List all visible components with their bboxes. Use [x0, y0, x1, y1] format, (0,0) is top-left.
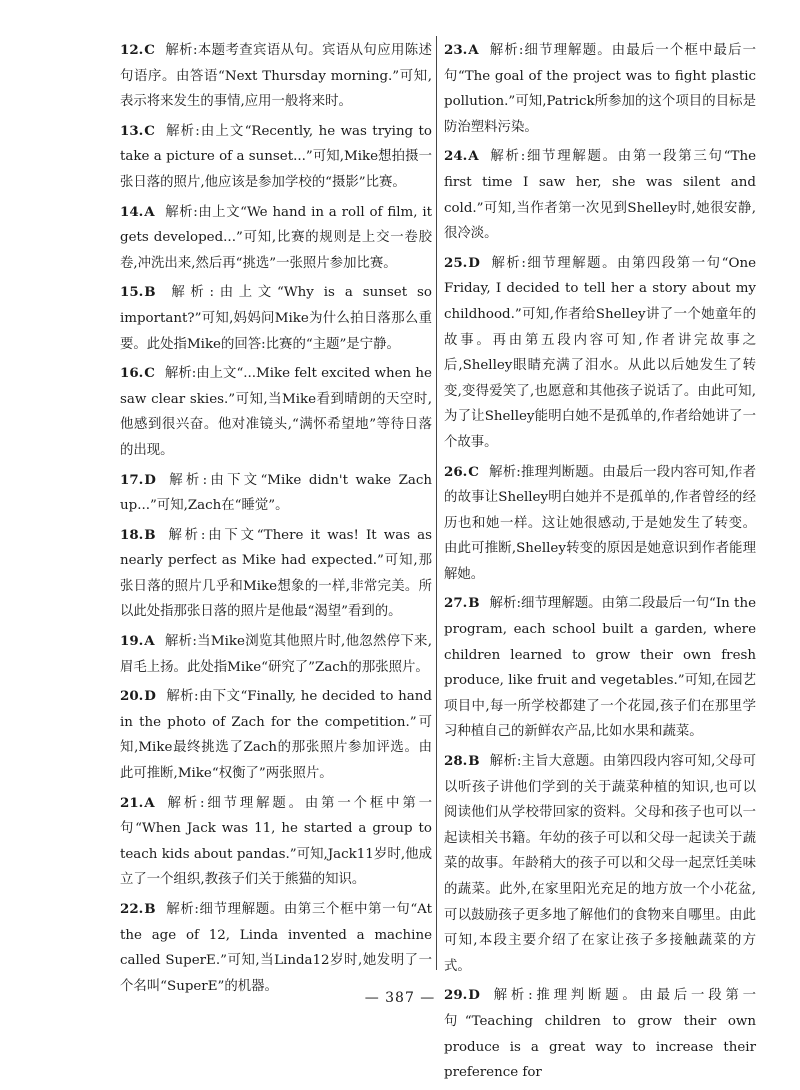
answer-item-13: 13.C 解析:由上文“Recently, he was trying to take a picture of a sunset...”可知,Mike想拍摄一张日落的照片,他应该是参加学校的“摄影”比赛。 — [120, 122, 432, 190]
right-column — [444, 38, 756, 1090]
answer-item-18: 18.B 解析:由下文“There it was! It was as nearly perfect as Mike had expected.”可知,那张日落的照片几乎和Mike想象的一样,非常完美。所以此处指那张日落的照片是他最“渴望”看到的。 — [120, 526, 432, 620]
answer-item-23: 23.A 解析:细节理解题。由最后一个框中最后一句“The goal of the project was to fight plastic pollution.”可知,Patrick所参加的这个项目的目标是防治塑料污染。 — [444, 42, 756, 135]
answer-item-29: 29.D 解析:推理判断题。由最后一段第一句“Teaching children to grow their own produce is a great way to increase their preference for — [444, 987, 756, 1081]
page-number: — 387 — — [364, 990, 436, 1006]
left-column — [120, 38, 432, 1003]
answer-item-27: 27.B 解析:细节理解题。由第二段最后一句“In the program, each school built a garden, where children learned to grow their own fresh produce, like fruit and vegetables.”可知,在园艺项目中,每一所学校都建了一个花园,孩子们在那里学习种植自己的新鲜农产品,比如水果和蔬菜。 — [444, 595, 756, 740]
answer-item-26: 26.C 解析:推理判断题。由最后一段内容可知,作者的故事让Shelley明白她并不是孤单的,作者曾经的经历也和她一样。这让她很感动,于是她发生了转变。由此可推断,Shelley转变的原因是她意识到作者能理解她。 — [444, 463, 756, 582]
answer-item-14: 14.A 解析:由上文“We hand in a roll of film, it gets developed...”可知,比赛的规则是上交一卷胶卷,冲洗出来,然后再“挑选”一张照片参加比赛。 — [120, 203, 432, 271]
answer-item-20: 20.D 解析:由下文“Finally, he decided to hand in the photo of Zach for the competition.”可知,Mike最终挑选了Zach的那张照片参加评选。由此可推断,Mike“权衡了”两张照片。 — [120, 688, 432, 782]
answer-item-17: 17.D 解析:由下文“Mike didn't wake Zach up...”可知,Zach在“睡觉”。 — [120, 471, 432, 514]
answer-item-22: 22.B 解析:细节理解题。由第三个框中第一句“At the age of 12, Linda invented a machine called SuperE.”可知,当Linda12岁时,她发明了一个名叫“SuperE”的机器。 — [120, 901, 432, 994]
answer-item-12: 12.C 解析:本题考查宾语从句。宾语从句应用陈述句语序。由答语“Next Thursday morning.”可知,表示将来发生的事情,应用一般将来时。 — [120, 42, 432, 110]
answer-item-24: 24.A 解析:细节理解题。由第一段第三句“The first time I saw her, she was silent and cold.”可知,当作者第一次见到Shelley时,她很安静,很冷淡。 — [444, 148, 756, 242]
answer-item-19: 19.A 解析:当Mike浏览其他照片时,他忽然停下来,眉毛上扬。此处指Mike“研究了”Zach的那张照片。 — [120, 633, 432, 675]
answer-item-16: 16.C 解析:由上文“...Mike felt excited when he saw clear skies.”可知,当Mike看到晴朗的天空时,他感到很兴奋。他对准镜头,“满怀希望地”等待日落的出现。 — [120, 365, 432, 458]
column-divider — [436, 36, 437, 970]
answer-item-21: 21.A 解析:细节理解题。由第一个框中第一句“When Jack was 11, he started a group to teach kids about pandas.”可知,Jack11岁时,他成立了一个组织,教孩子们关于熊猫的知识。 — [120, 794, 432, 888]
answer-item-28: 28.B 解析:主旨大意题。由第四段内容可知,父母可以听孩子讲他们学到的关于蔬菜种植的知识,也可以阅读他们从学校带回家的资料。父母和孩子也可以一起读相关书籍。年幼的孩子可以和父母一起读关于蔬菜的故事。年龄稍大的孩子可以和父母一起烹饪美味的蔬菜。此外,在家里阳光充足的地方放一个小花盆,可以鼓励孩子更多地了解他们的食物来自哪里。由此可知,本段主要介绍了在家让孩子多接触蔬菜的方式。 — [444, 753, 756, 974]
answer-item-15: 15.B 解析:由上文“Why is a sunset so important?”可知,妈妈问Mike为什么拍日落那么重要。此处指Mike的回答:比赛的“主题”是宁静。 — [120, 284, 432, 352]
answer-item-25: 25.D 解析:细节理解题。由第四段第一句“One Friday, I decided to tell her a story about my childhood.”可知,作者给Shelley讲了一个她童年的故事。再由第五段内容可知,作者讲完故事之后,Shelley眼睛充满了泪水。从此以后她发生了转变,变得爱笑了,也愿意和其他孩子说话了。由此可知,为了让Shelley能明白她不是孤单的,作者给她讲了一个故事。 — [444, 254, 756, 450]
